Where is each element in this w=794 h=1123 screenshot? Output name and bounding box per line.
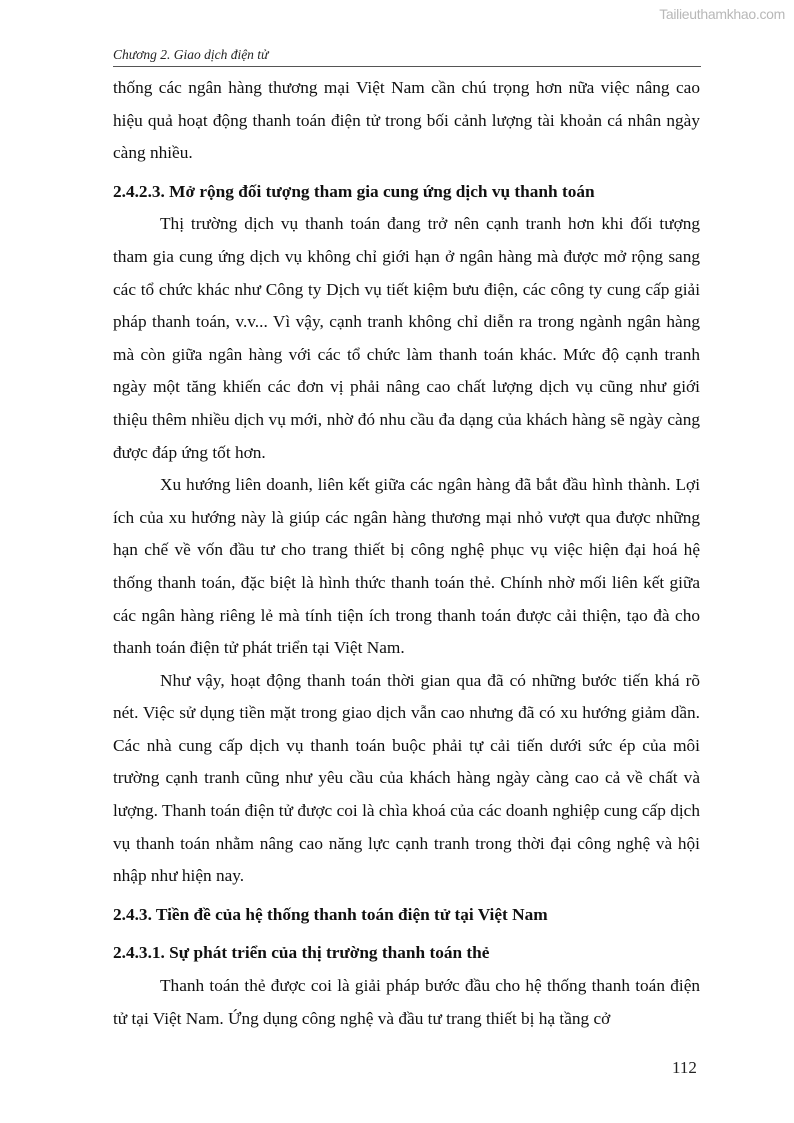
page-body xyxy=(113,72,700,1035)
paragraph: Xu hướng liên doanh, liên kết giữa các ngân hàng đã bắt đầu hình thành. Lợi ích của xu hướng này là giúp các ngân hàng thương mại nhỏ vượt qua được những hạn chế về vốn đầu tư cho trang thiết bị công nghệ phục vụ việc hiện đại hoá hệ thống thanh toán, đặc biệt là hình thức thanh toán thẻ. Chính nhờ mối liên kết giữa các ngân hàng riêng lẻ mà tính tiện ích trong thanh toán được cải thiện, tạo đà cho thanh toán điện tử phát triển tại Việt Nam. xyxy=(113,475,700,658)
paragraph: Thị trường dịch vụ thanh toán đang trở nên cạnh tranh hơn khi đối tượng tham gia cung ứng dịch vụ không chỉ giới hạn ở ngân hàng mà được mở rộng sang các tổ chức khác như Công ty Dịch vụ tiết kiệm bưu điện, các công ty cung cấp giải pháp thanh toán, v.v... Vì vậy, cạnh tranh không chỉ diễn ra trong ngành ngân hàng mà còn giữa ngân hàng với các tổ chức làm thanh toán khác. Mức độ cạnh tranh ngày một tăng khiến các đơn vị phải nâng cao chất lượng dịch vụ cũng như giới thiệu thêm nhiều dịch vụ mới, nhờ đó nhu cầu đa dạng của khách hàng sẽ ngày càng được đáp ứng tốt hơn. xyxy=(113,214,700,462)
section-heading-2-4-3: 2.4.3. Tiền đề của hệ thống thanh toán điện tử tại Việt Nam xyxy=(113,904,548,924)
section-heading-2-4-3-1: 2.4.3.1. Sự phát triển của thị trường thanh toán thẻ xyxy=(113,943,490,963)
page-number: 112 xyxy=(672,1058,697,1077)
paragraph: Như vậy, hoạt động thanh toán thời gian qua đã có những bước tiến khá rõ nét. Việc sử dụng tiền mặt trong giao dịch vẫn cao nhưng đã có xu hướng giảm dần. Các nhà cung cấp dịch vụ thanh toán buộc phải tự cải tiến dưới sức ép của môi trường cạnh tranh cũng như yêu cầu của khách hàng ngày càng cao cả về chất và lượng. Thanh toán điện tử được coi là chìa khoá của các doanh nghiệp cung cấp dịch vụ thanh toán nhằm nâng cao năng lực cạnh tranh trong thời đại công nghệ và hội nhập như hiện nay. xyxy=(113,670,700,886)
paragraph: Thanh toán thẻ được coi là giải pháp bước đầu cho hệ thống thanh toán điện tử tại Việt Nam. Ứng dụng công nghệ và đầu tư trang thiết bị hạ tầng cở xyxy=(113,976,700,1028)
section-heading-2-4-2-3: 2.4.2.3. Mở rộng đối tượng tham gia cung ứng dịch vụ thanh toán xyxy=(113,181,595,201)
watermark: Tailieuthamkhao.com xyxy=(659,6,785,22)
running-header: Chương 2. Giao dịch điện tử xyxy=(113,47,701,67)
paragraph-continuation: thống các ngân hàng thương mại Việt Nam cần chú trọng hơn nữa việc nâng cao hiệu quả hoạt động thanh toán điện tử trong bối cảnh lượng tài khoản cá nhân ngày càng nhiều. xyxy=(113,78,700,163)
